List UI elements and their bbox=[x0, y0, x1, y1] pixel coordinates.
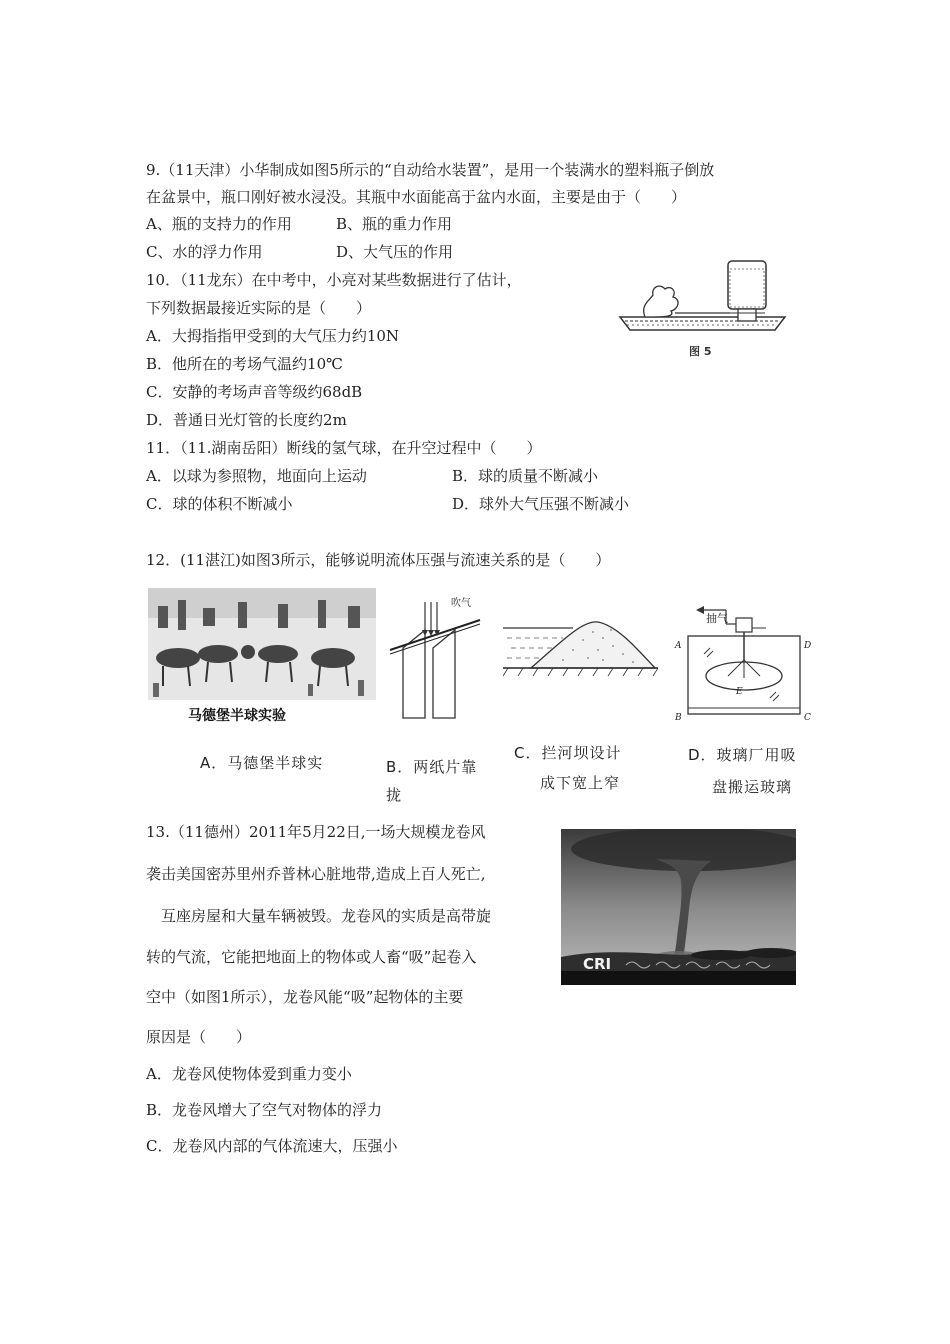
q12-caption-c-line1: C．拦河坝设计 bbox=[514, 744, 622, 762]
q12-caption-c-line2: 成下宽上窄 bbox=[540, 774, 621, 792]
figure-5-water-device bbox=[615, 255, 795, 365]
q10-option-c: C．安静的考场声音等级约68dB bbox=[146, 383, 363, 401]
q12-image-d-corner-a: A bbox=[675, 641, 682, 651]
q12-image-d-corner-b: B bbox=[675, 713, 682, 723]
q10-option-a: A．大拇指指甲受到的大气压力约10N bbox=[146, 327, 400, 345]
q13-stem-line5: 空中（如图1所示），龙卷风能“吸”起物体的主要 bbox=[146, 988, 464, 1006]
q11-option-b: B．球的质量不断减小 bbox=[452, 467, 599, 485]
q12-caption-d-line1: D．玻璃厂用吸 bbox=[688, 746, 797, 764]
q9-option-c: C、水的浮力作用 bbox=[146, 243, 263, 261]
q13-stem-line2: 袭击美国密苏里州乔普林心脏地带,造成上百人死亡, bbox=[146, 865, 486, 883]
q12-caption-b-line1: B．两纸片靠 bbox=[386, 758, 478, 776]
q9-stem-line2: 在盆景中，瓶口刚好被水浸没。其瓶中水面能高于盆内水面，主要是由于（ ） bbox=[146, 188, 687, 206]
q9-option-b: B、瓶的重力作用 bbox=[336, 215, 453, 233]
q13-option-a: A．龙卷风使物体爱到重力变小 bbox=[146, 1065, 352, 1083]
q13-stem-line6: 原因是（ ） bbox=[146, 1028, 252, 1046]
q12-caption-b-line2: 拢 bbox=[386, 786, 403, 804]
q11-stem: 11．（11.湖南岳阳）断线的氢气球，在升空过程中（ ） bbox=[146, 439, 542, 457]
q9-stem-line1: 9.（11天津）小华制成如图5所示的“自动给水装置”，是用一个装满水的塑料瓶子倒放 bbox=[146, 161, 715, 179]
q12-image-d-corner-d: D bbox=[804, 641, 812, 651]
cri-logo: CRI bbox=[583, 955, 612, 973]
q13-tornado-photo bbox=[561, 829, 796, 985]
q11-option-c: C．球的体积不断减小 bbox=[146, 495, 293, 513]
q13-stem-line1: 13.（11德州）2011年5月22日,一场大规模龙卷风 bbox=[146, 823, 486, 841]
q11-option-a: A．以球为参照物，地面向上运动 bbox=[146, 467, 367, 485]
q12-image-c-dam bbox=[503, 610, 658, 680]
q12-image-d-corner-c: C bbox=[804, 713, 811, 723]
q9-option-d: D、大气压的作用 bbox=[336, 243, 454, 261]
q13-stem-line3: 互座房屋和大量车辆被毁。龙卷风的实质是高带旋 bbox=[146, 907, 492, 925]
q12-image-d-label: 抽气 bbox=[706, 612, 728, 625]
q13-option-c: C．龙卷风内部的气体流速大，压强小 bbox=[146, 1137, 398, 1155]
q10-stem-line1: 10．（11龙东）在中考中，小亮对某些数据进行了估计， bbox=[146, 271, 522, 289]
figure-5-label: 图 5 bbox=[689, 345, 712, 358]
q12-image-b-label: 吹气 bbox=[451, 598, 471, 609]
q12-caption-d-line2: 盘搬运玻璃 bbox=[712, 778, 793, 796]
q13-option-b: B．龙卷风增大了空气对物体的浮力 bbox=[146, 1101, 383, 1119]
q9-option-a: A、瓶的支持力的作用 bbox=[146, 215, 292, 233]
q12-image-a-caption: 马德堡半球实验 bbox=[188, 708, 286, 724]
q11-option-d: D．球外大气压强不断减小 bbox=[452, 495, 630, 513]
q10-option-d: D．普通日光灯管的长度约2m bbox=[146, 411, 347, 429]
q12-image-d-suction-cup bbox=[670, 598, 815, 723]
q10-option-b: B．他所在的考场气温约10℃ bbox=[146, 355, 343, 373]
q10-stem-line2: 下列数据最接近实际的是（ ） bbox=[146, 299, 372, 317]
q12-image-d-label-e: E bbox=[736, 687, 743, 697]
q12-image-b-paper-sheets bbox=[385, 590, 495, 725]
q12-stem: 12．(11湛江)如图3所示，能够说明流体压强与流速关系的是（ ） bbox=[146, 551, 611, 569]
q12-image-a-magdeburg bbox=[148, 588, 376, 728]
q13-stem-line4: 转的气流，它能把地面上的物体或人畜“吸”起卷入 bbox=[146, 948, 477, 966]
q12-caption-a: A．马德堡半球实 bbox=[200, 754, 324, 772]
